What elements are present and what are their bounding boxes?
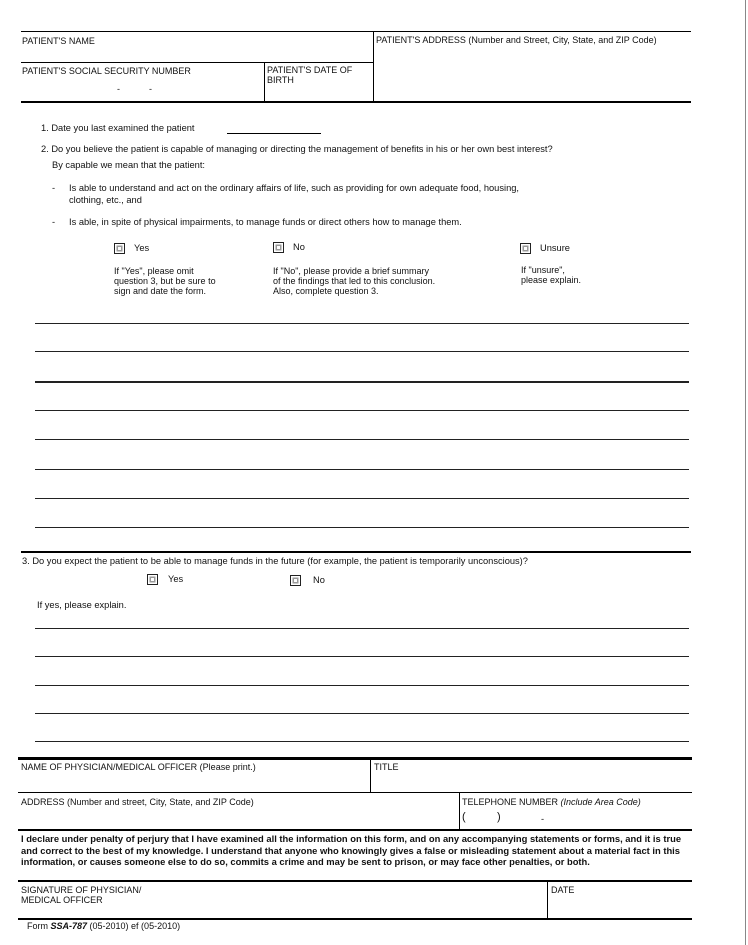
address-phone-divider	[459, 792, 460, 829]
q2-explain-line[interactable]	[35, 410, 689, 411]
name-title-divider	[370, 759, 371, 792]
q3-no-label: No	[313, 575, 325, 585]
question-2-label: 2. Do you believe the patient is capable of managing or directing the management of benefits in his or her own best interest?	[41, 144, 553, 154]
section-divider	[21, 551, 691, 553]
header-top-border	[21, 31, 691, 32]
header-divider	[373, 31, 374, 102]
bullet-2-marker: -	[52, 217, 56, 227]
address-row-bottom-border	[18, 829, 692, 831]
q2-explain-line[interactable]	[35, 381, 689, 383]
q2-unsure-checkbox[interactable]	[520, 243, 531, 254]
header-bottom-border	[21, 101, 691, 103]
dob-label: PATIENT'S DATE OF BIRTH	[267, 65, 353, 85]
question-3-label: 3. Do you expect the patient to be able to manage funds in the future (for example, the patient is temporarily unconscious)?	[22, 556, 528, 566]
signature-bottom-border	[18, 918, 692, 920]
physician-address-label: ADDRESS (Number and street, City, State, and ZIP Code)	[21, 797, 254, 807]
telephone-label	[462, 797, 641, 807]
bullet-1-marker: -	[52, 183, 56, 193]
patient-name-input[interactable]	[24, 47, 369, 60]
q3-yes-label: Yes	[168, 574, 184, 584]
ssn-separator-1: -	[117, 84, 120, 94]
physician-name-input[interactable]	[22, 774, 367, 788]
exam-date-input[interactable]	[229, 120, 319, 132]
telephone-input[interactable]	[466, 812, 686, 826]
q2-no-checkbox[interactable]	[273, 242, 284, 253]
q3-explain-line[interactable]	[35, 713, 689, 714]
q2-explain-line[interactable]	[35, 527, 689, 528]
signature-field[interactable]	[130, 885, 540, 915]
bullet-1-line-2: clothing, etc., and	[69, 195, 142, 205]
q3-yes-checkbox[interactable]	[147, 574, 158, 585]
signature-date-divider	[547, 881, 548, 919]
telephone-hint: (Include Area Code)	[560, 797, 641, 807]
name-row-bottom	[21, 62, 373, 63]
exam-date-line	[227, 133, 321, 134]
question-1-label: 1. Date you last examined the patient	[41, 123, 195, 133]
phone-dash: -	[541, 814, 545, 824]
declaration-bottom-border	[18, 880, 692, 882]
patient-name-label: PATIENT'S NAME	[22, 36, 95, 46]
q2-yes-note: If "Yes", please omit question 3, but be sure to sign and date the form.	[114, 266, 216, 296]
page-edge	[745, 0, 746, 945]
q2-explain-line[interactable]	[35, 323, 689, 324]
q2-no-label: No	[293, 242, 305, 252]
q3-explain-line[interactable]	[35, 741, 689, 742]
ssn-input[interactable]	[24, 78, 260, 96]
name-row-bottom-border	[18, 792, 692, 793]
q3-explain-line[interactable]	[35, 628, 689, 629]
physician-top-border	[18, 757, 692, 760]
ssn-separator-2: -	[149, 84, 152, 94]
telephone-label-text: TELEPHONE NUMBER	[462, 797, 559, 807]
q2-explain-line[interactable]	[35, 439, 689, 440]
phone-open-paren: (	[462, 811, 466, 823]
capable-intro: By capable we mean that the patient:	[52, 160, 205, 170]
perjury-declaration: I declare under penalty of perjury that I have examined all the information on this form, and on any accompanying statements or forms, and it is true and correct to the best of my knowledge. I understand that anyone who knowingly gives a false or misleading statement about a material fact in this information, or causes someone else to do so, commits a crime and may be sent to prison, or may face other penalties, or both.	[21, 833, 682, 867]
form-identifier	[27, 921, 180, 931]
q3-no-checkbox[interactable]	[290, 575, 301, 586]
physician-title-label: TITLE	[374, 762, 399, 772]
bullet-1-line-1: Is able to understand and act on the ordinary affairs of life, such as providing for own adequate food, housing,	[69, 183, 519, 193]
physician-address-input[interactable]	[22, 809, 454, 827]
form-edition: (05-2010) ef (05-2010)	[87, 921, 181, 931]
patient-address-input[interactable]	[378, 47, 688, 97]
q2-explain-line[interactable]	[35, 498, 689, 499]
ssn-dob-divider	[264, 62, 265, 102]
q3-explain-line[interactable]	[35, 656, 689, 657]
physician-title-input[interactable]	[376, 774, 686, 788]
form-number: SSA-787	[50, 921, 88, 931]
signature-label: SIGNATURE OF PHYSICIAN/ MEDICAL OFFICER	[21, 885, 142, 905]
bullet-2-text: Is able, in spite of physical impairments, to manage funds or direct others how to manage them.	[69, 217, 462, 227]
q2-yes-label: Yes	[134, 243, 150, 253]
ssn-label: PATIENT'S SOCIAL SECURITY NUMBER	[22, 66, 191, 76]
date-label: DATE	[551, 885, 575, 895]
dob-input[interactable]	[268, 87, 368, 99]
q2-unsure-label: Unsure	[540, 243, 570, 253]
q2-yes-checkbox[interactable]	[114, 243, 125, 254]
patient-address-label: PATIENT'S ADDRESS (Number and Street, City, State, and ZIP Code)	[376, 35, 657, 45]
physician-name-label: NAME OF PHYSICIAN/MEDICAL OFFICER (Please print.)	[21, 762, 256, 772]
q2-unsure-note: If "unsure", please explain.	[521, 265, 582, 285]
form-prefix: Form	[27, 921, 51, 931]
q2-no-note: If "No", please provide a brief summary of the findings that led to this conclusion. Also, complete question 3.	[273, 266, 436, 296]
phone-close-paren: )	[497, 811, 501, 823]
signature-date-input[interactable]	[552, 899, 686, 913]
q2-explain-line[interactable]	[35, 351, 689, 352]
q3-explain-label: If yes, please explain.	[37, 600, 127, 610]
q2-explain-line[interactable]	[35, 469, 689, 470]
q3-explain-line[interactable]	[35, 685, 689, 686]
